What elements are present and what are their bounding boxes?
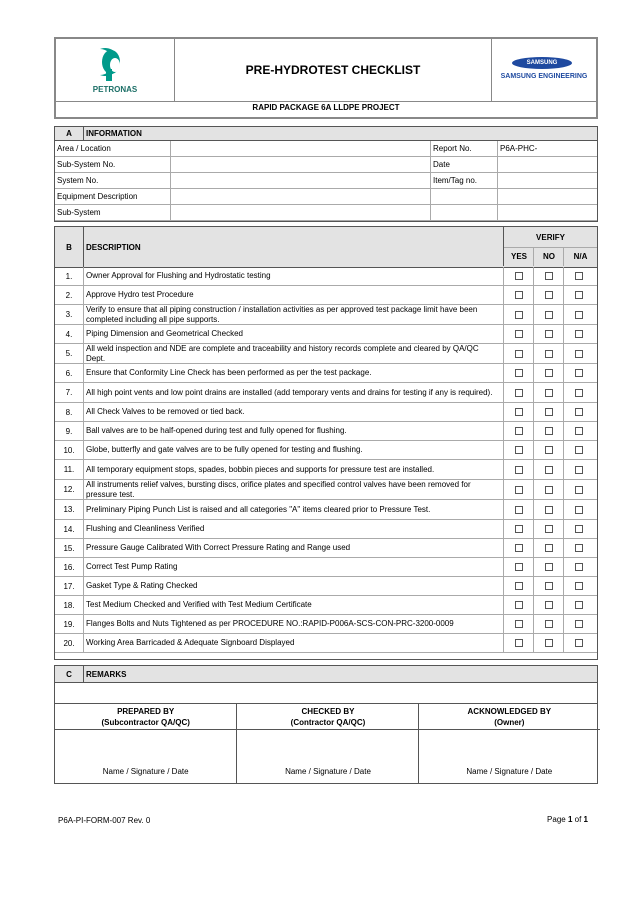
section-description: [54, 226, 598, 660]
item-number: 2.: [65, 290, 73, 300]
section-a-letter: A: [66, 129, 72, 138]
yes-checkbox[interactable]: [503, 460, 534, 479]
signature-column: [55, 703, 236, 783]
signature-role: (Subcontractor QA/QC): [101, 718, 190, 727]
col-yes: YES: [503, 247, 534, 266]
na-checkbox[interactable]: [563, 615, 594, 633]
project-name: RAPID PACKAGE 6A LLDPE PROJECT: [252, 103, 400, 112]
no-checkbox[interactable]: [533, 286, 564, 304]
yes-checkbox[interactable]: [503, 422, 534, 440]
na-checkbox[interactable]: [563, 500, 594, 519]
page-indicator: [547, 815, 588, 824]
signature-title: CHECKED BY: [301, 707, 355, 716]
section-b-heading: DESCRIPTION: [83, 227, 503, 267]
item-text: All high point vents and low point drains are installed (add temporary vents and drains for testing if any is required).: [83, 383, 503, 402]
samsung-logo: [491, 39, 596, 101]
item-text: Gasket Type & Rating Checked: [83, 577, 503, 595]
yes-checkbox[interactable]: [503, 634, 534, 652]
col-no: NO: [533, 247, 564, 266]
item-number: 18.: [63, 600, 75, 610]
samsung-logo-text: SAMSUNG ENGINEERING: [500, 73, 588, 80]
checklist-row: [55, 267, 597, 286]
na-checkbox[interactable]: [563, 441, 594, 459]
no-checkbox[interactable]: [533, 267, 564, 285]
no-checkbox[interactable]: [533, 383, 564, 402]
item-text: Verify to ensure that all piping construction / installation activities as per approved test package limit have been completed including all pipe supports.: [83, 305, 503, 324]
na-checkbox[interactable]: [563, 344, 594, 363]
info-row: [55, 157, 597, 173]
checklist-row: [55, 364, 597, 383]
item-text: Correct Test Pump Rating: [83, 558, 503, 576]
no-checkbox[interactable]: [533, 615, 564, 633]
item-number: 19.: [63, 619, 75, 629]
item-number: 5.: [65, 349, 73, 358]
page-total: 1: [583, 815, 588, 824]
info-right-value[interactable]: [497, 157, 597, 172]
signature-column: [418, 703, 600, 783]
info-right-label: [430, 189, 497, 204]
info-right-label: Item/Tag no.: [430, 173, 497, 188]
col-na: N/A: [563, 247, 597, 266]
item-text: Approve Hydro test Procedure: [83, 286, 503, 304]
yes-checkbox[interactable]: [503, 286, 534, 304]
info-right-value[interactable]: [497, 205, 597, 220]
no-checkbox[interactable]: [533, 634, 564, 652]
info-value-field[interactable]: [170, 205, 430, 220]
na-checkbox[interactable]: [563, 577, 594, 595]
checklist-row: [55, 577, 597, 596]
item-number: 7.: [65, 388, 73, 397]
signature-field[interactable]: [55, 729, 236, 768]
no-checkbox[interactable]: [533, 305, 564, 324]
petronas-logo: [56, 39, 175, 101]
info-row: [55, 141, 597, 157]
item-text: All temporary equipment stops, spades, bobbin pieces and supports for pressure test are installed.: [83, 460, 503, 479]
item-text: Flushing and Cleanliness Verified: [83, 520, 503, 538]
na-checkbox[interactable]: [563, 596, 594, 614]
signature-block: [55, 703, 597, 783]
signature-role: (Owner): [494, 718, 525, 727]
no-checkbox[interactable]: [533, 325, 564, 343]
info-right-label: Report No.: [430, 141, 497, 156]
item-number: 20.: [63, 638, 75, 648]
checklist-row: [55, 520, 597, 539]
info-row: [55, 189, 597, 205]
no-checkbox[interactable]: [533, 364, 564, 382]
item-number: 9.: [65, 426, 73, 436]
form-number: P6A-PI-FORM-007 Rev. 0: [58, 816, 151, 825]
na-checkbox[interactable]: [563, 558, 594, 576]
section-b-letter: B: [66, 242, 72, 252]
na-checkbox[interactable]: [563, 460, 594, 479]
checklist-row: [55, 634, 597, 653]
no-checkbox[interactable]: [533, 460, 564, 479]
item-number: 13.: [63, 505, 75, 514]
info-label: Area / Location: [57, 144, 111, 153]
na-checkbox[interactable]: [563, 383, 594, 402]
signature-title: ACKNOWLEDGED BY: [467, 707, 552, 716]
section-remarks: [54, 665, 598, 784]
na-checkbox[interactable]: [563, 539, 594, 557]
na-checkbox[interactable]: [563, 267, 594, 285]
yes-checkbox[interactable]: [503, 596, 534, 614]
no-checkbox[interactable]: [533, 596, 564, 614]
item-text: Piping Dimension and Geometrical Checked: [83, 325, 503, 343]
no-checkbox[interactable]: [533, 480, 564, 499]
yes-checkbox[interactable]: [503, 383, 534, 402]
info-label: Sub-System: [57, 208, 101, 217]
samsung-badge: SAMSUNG: [512, 57, 572, 69]
item-number: 14.: [63, 524, 75, 534]
yes-checkbox[interactable]: [503, 441, 534, 459]
na-checkbox[interactable]: [563, 520, 594, 538]
yes-checkbox[interactable]: [503, 520, 534, 538]
item-number: 4.: [65, 329, 73, 339]
item-number: 8.: [65, 407, 73, 417]
item-text: Flanges Bolts and Nuts Tightened as per PROCEDURE NO.:RAPID-P006A-SCS-CON-PRC-3200-0009: [83, 615, 503, 633]
info-label: System No.: [57, 176, 99, 185]
info-value-field[interactable]: [170, 141, 430, 156]
signature-title: PREPARED BY: [117, 707, 175, 716]
checklist-row: [55, 596, 597, 615]
yes-checkbox[interactable]: [503, 305, 534, 324]
page-title: PRE-HYDROTEST CHECKLIST: [245, 63, 421, 77]
page-number: 1: [567, 815, 573, 824]
yes-checkbox[interactable]: [503, 539, 534, 557]
signature-field[interactable]: [237, 729, 418, 768]
checklist-row: [55, 403, 597, 422]
no-checkbox[interactable]: [533, 344, 564, 363]
remarks-field[interactable]: [55, 683, 597, 704]
item-number: 12.: [63, 485, 75, 494]
item-text: All Check Valves to be removed or tied back.: [83, 403, 503, 421]
no-checkbox[interactable]: [533, 500, 564, 519]
item-text: All weld inspection and NDE are complete and traceability and history records complete and cleared by QA/QC Dept.: [83, 344, 503, 363]
yes-checkbox[interactable]: [503, 500, 534, 519]
page-prefix: Page: [547, 815, 566, 824]
na-checkbox[interactable]: [563, 286, 594, 304]
info-right-label: [430, 205, 497, 220]
checklist-row: [55, 305, 597, 325]
info-right-label: Date: [430, 157, 497, 172]
info-row: [55, 173, 597, 189]
no-checkbox[interactable]: [533, 558, 564, 576]
na-checkbox[interactable]: [563, 634, 594, 652]
na-checkbox[interactable]: [563, 403, 594, 421]
item-number: 15.: [63, 543, 75, 553]
na-checkbox[interactable]: [563, 422, 594, 440]
checklist-row: [55, 460, 597, 480]
no-checkbox[interactable]: [533, 403, 564, 421]
no-checkbox[interactable]: [533, 577, 564, 595]
signature-role: (Contractor QA/QC): [290, 718, 366, 727]
checklist-row: [55, 441, 597, 460]
no-checkbox[interactable]: [533, 539, 564, 557]
no-checkbox[interactable]: [533, 422, 564, 440]
section-c-heading: REMARKS: [83, 666, 597, 682]
checklist-row: [55, 480, 597, 500]
section-information: [54, 126, 598, 222]
yes-checkbox[interactable]: [503, 480, 534, 499]
item-text: Preliminary Piping Punch List is raised and all categories "A" items cleared prior to Pressure Test.: [83, 500, 503, 519]
signature-field[interactable]: [419, 729, 600, 768]
signature-line: Name / Signature / Date: [102, 767, 189, 776]
yes-checkbox[interactable]: [503, 615, 534, 633]
item-text: All instruments relief valves, bursting discs, orifice plates and specified control valves have been removed for pressure test.: [83, 480, 503, 499]
form-header: [54, 37, 598, 119]
checklist-row: [55, 325, 597, 344]
na-checkbox[interactable]: [563, 305, 594, 324]
na-checkbox[interactable]: [563, 325, 594, 343]
item-text: Ensure that Conformity Line Check has been performed as per the test package.: [83, 364, 503, 382]
no-checkbox[interactable]: [533, 520, 564, 538]
na-checkbox[interactable]: [563, 480, 594, 499]
checklist-row: [55, 558, 597, 577]
item-text: Test Medium Checked and Verified with Test Medium Certificate: [83, 596, 503, 614]
item-number: 6.: [65, 368, 73, 378]
info-label: Sub-System No.: [57, 160, 116, 169]
checklist-row: [55, 615, 597, 634]
item-number: 3.: [65, 310, 73, 319]
info-value-field[interactable]: [170, 189, 430, 204]
item-text: Ball valves are to be half-opened during test and fully opened for flushing.: [83, 422, 503, 440]
yes-checkbox[interactable]: [503, 267, 534, 285]
info-right-value[interactable]: [497, 189, 597, 204]
yes-checkbox[interactable]: [503, 364, 534, 382]
section-a-heading: INFORMATION: [83, 127, 597, 140]
info-right-value[interactable]: P6A-PHC-: [497, 141, 597, 156]
signature-column: [236, 703, 418, 783]
item-text: Owner Approval for Flushing and Hydrostatic testing: [83, 267, 503, 285]
signature-line: Name / Signature / Date: [466, 767, 553, 776]
item-text: Pressure Gauge Calibrated With Correct Pressure Rating and Range used: [83, 539, 503, 557]
item-text: Globe, butterfly and gate valves are to be fully opened for testing and flushing.: [83, 441, 503, 459]
section-c-letter: C: [66, 669, 72, 679]
checklist-row: [55, 286, 597, 305]
info-right-value[interactable]: [497, 173, 597, 188]
checklist-row: [55, 344, 597, 364]
yes-checkbox[interactable]: [503, 344, 534, 363]
item-number: 1.: [65, 271, 73, 281]
item-number: 16.: [63, 562, 75, 572]
checklist-row: [55, 539, 597, 558]
na-checkbox[interactable]: [563, 364, 594, 382]
signature-line: Name / Signature / Date: [285, 767, 371, 776]
yes-checkbox[interactable]: [503, 577, 534, 595]
info-value-field[interactable]: [170, 173, 430, 188]
yes-checkbox[interactable]: [503, 325, 534, 343]
info-label: Equipment Description: [57, 192, 138, 201]
yes-checkbox[interactable]: [503, 558, 534, 576]
checklist-row: [55, 383, 597, 403]
info-value-field[interactable]: [170, 157, 430, 172]
page-of: of: [574, 815, 582, 824]
item-text: Working Area Barricaded & Adequate Signboard Displayed: [83, 634, 503, 652]
checklist-row: [55, 500, 597, 520]
petronas-logo-text: PETRONAS: [92, 85, 138, 94]
checklist-row: [55, 422, 597, 441]
verify-header: VERIFY: [503, 227, 597, 248]
info-row: [55, 205, 597, 221]
item-number: 10.: [63, 445, 75, 455]
item-number: 17.: [63, 581, 75, 591]
no-checkbox[interactable]: [533, 441, 564, 459]
yes-checkbox[interactable]: [503, 403, 534, 421]
item-number: 11.: [63, 465, 75, 474]
